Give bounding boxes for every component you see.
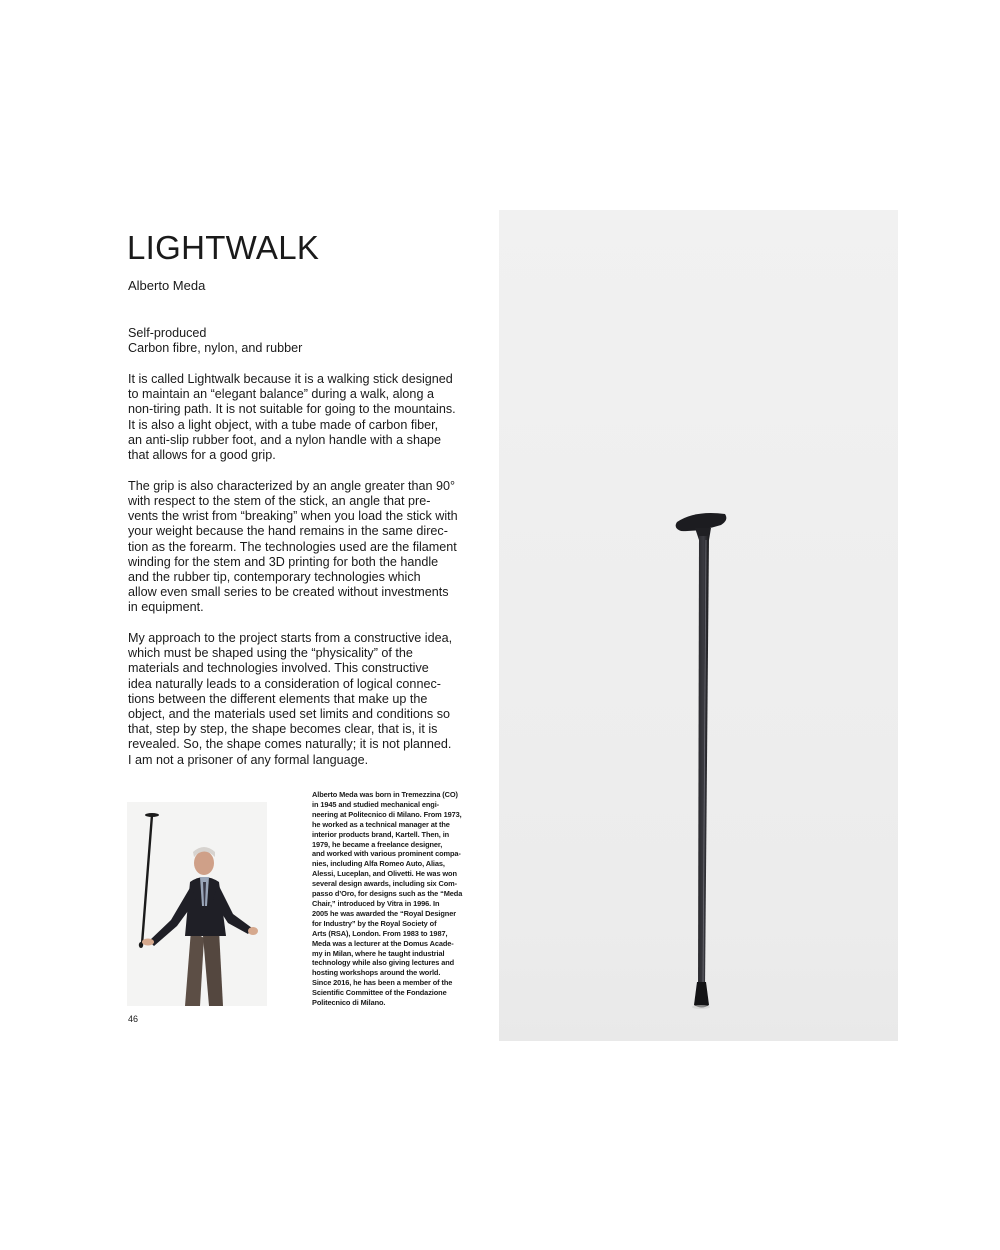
paragraph [128,479,488,616]
bio-line: he worked as a technical manager at the [312,819,450,829]
producer-text: Self-produced [128,326,207,340]
bio-line: neering at Politecnico di Milano. From 1973, [312,809,462,819]
text-line: with respect to the stem of the stick, an angle that pre- [128,493,431,508]
text-line: non-tiring path. It is not suitable for going to the mountains. [128,402,456,417]
text-line: I am not a prisoner of any formal language. [128,752,369,767]
text-line: to maintain an “elegant balance” during a walk, along a [128,387,434,402]
walking-stick-illustration [499,210,898,1041]
text-line: an anti-slip rubber foot, and a nylon handle with a shape [128,432,441,447]
text-line: The grip is also characterized by an angle greater than 90° [128,478,456,493]
bio-line: 2005 he was awarded the “Royal Designer [312,908,456,918]
bio-line: 1979, he became a freelance designer, [312,839,443,849]
text-line: It is also a light object, with a tube made of carbon fiber, [128,417,439,432]
text-line: tions between the different elements that make up the [128,691,428,706]
text-line: tion as the forearm. The technologies used are the filament [128,539,457,554]
project-meta [128,326,302,356]
text-line: which must be shaped using the “physicality” of the [128,646,413,661]
product-photo [499,210,898,1041]
bio-line: Alessi, Luceplan, and Olivetti. He was won [312,869,457,879]
text-line: that, step by step, the shape becomes clear, that is, it is [128,722,438,737]
bio-line: passo d’Oro, for designs such as the “Meda [312,889,463,899]
author-name: Alberto Meda [128,278,206,293]
text-line: It is called Lightwalk because it is a walking stick designed [128,372,453,386]
bio-line: in 1945 and studied mechanical engi- [312,799,440,809]
designer-bio [312,790,492,1008]
bio-line: technology while also giving lectures and [312,958,455,968]
designer-portrait-illustration [127,802,267,1006]
text-line: winding for the stem and 3D printing for both the handle [128,554,439,569]
page-number: 46 [128,1014,139,1024]
bio-line: several design awards, including six Com- [312,879,457,889]
bio-line: Arts (RSA), London. From 1983 to 1987, [312,928,448,938]
bio-line: Since 2016, he has been a member of the [312,978,453,988]
bio-line: Chair,” introduced by Vitra in 1996. In [312,898,440,908]
body-text [128,372,488,783]
materials-text: Carbon fibre, nylon, and rubber [128,341,303,356]
designer-portrait-photo [127,802,267,1006]
bio-line: Alberto Meda was born in Tremezzina (CO) [312,790,458,799]
page-title: LIGHTWALK [127,229,320,266]
bio-line: my in Milan, where he taught industrial [312,948,445,958]
text-line: vents the wrist from “breaking” when you load the stick with [128,509,458,524]
paragraph [128,372,488,463]
bio-line: hosting workshops around the world. [312,968,441,978]
text-line: and the rubber tip, contemporary technologies which [128,569,421,584]
text-line: object, and the materials used set limits and conditions so [128,707,451,722]
text-line: idea naturally leads to a consideration of logical connec- [128,676,441,691]
bio-line: for Industry” by the Royal Society of [312,918,437,928]
bio-line: and worked with various prominent compa- [312,849,461,859]
text-line: My approach to the project starts from a constructive idea, [128,631,453,646]
bio-line: nies, including Alfa Romeo Auto, Alias, [312,859,445,869]
text-line: materials and technologies involved. This constructive [128,661,429,676]
text-line: your weight because the hand remains in the same direc- [128,524,448,539]
text-line: allow even small series to be created without investments [128,585,449,600]
bio-line: Meda was a lecturer at the Domus Acade- [312,938,454,948]
bio-line: interior products brand, Kartell. Then, in [312,829,450,839]
text-line: in equipment. [128,600,204,615]
text-line: revealed. So, the shape comes naturally; it is not planned. [128,737,452,752]
bio-line: Politecnico di Milano. [312,998,386,1008]
paragraph [128,631,488,768]
bio-line: Scientific Committee of the Fondazione [312,988,447,998]
text-line: that allows for a good grip. [128,448,276,463]
